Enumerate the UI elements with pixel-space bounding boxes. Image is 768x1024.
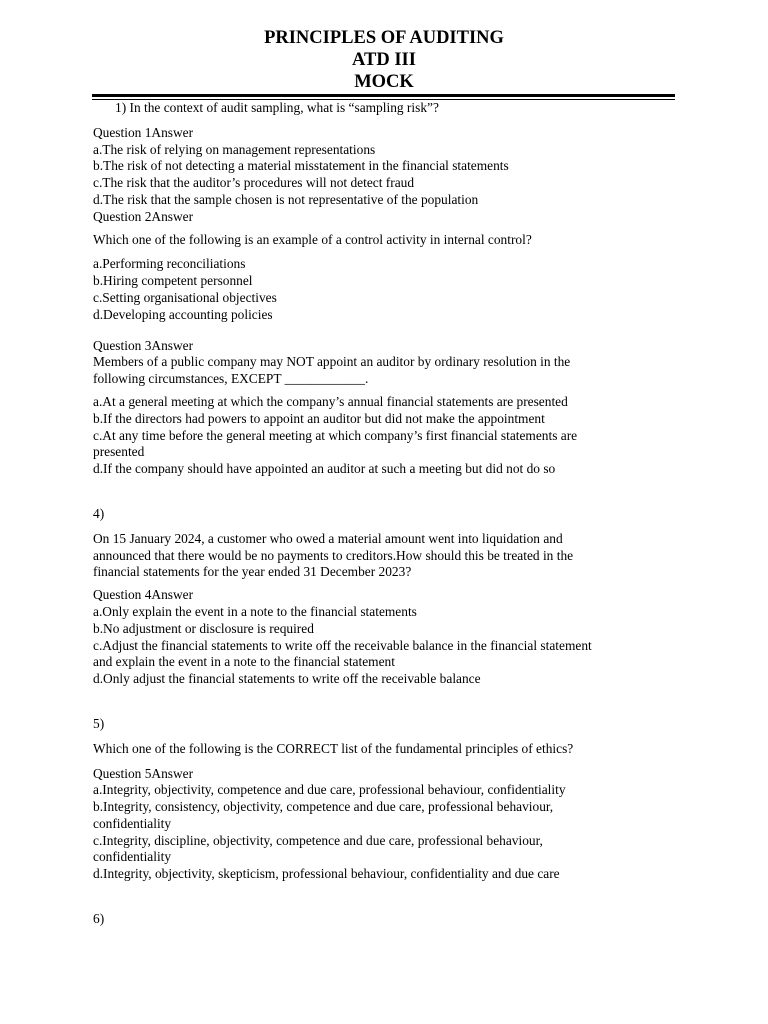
question-3-option-b: b.If the directors had powers to appoint an auditor but did not make the appointment [93, 410, 545, 426]
question-1-option-c: c.The risk that the auditor’s procedures will not detect fraud [93, 175, 415, 191]
question-4-option-b: b.No adjustment or disclosure is required [93, 620, 314, 636]
question-3-option-c-continued: presented [93, 444, 145, 460]
header-title: PRINCIPLES OF AUDITING [264, 28, 504, 48]
question-5-option-c: c.Integrity, discipline, objectivity, competence and due care, professional behaviour, [93, 832, 543, 848]
question-4-label: Question 4Answer [93, 587, 194, 603]
question-1-prompt: 1) In the context of audit sampling, what is “sampling risk”? [115, 100, 439, 115]
question-5-label: Question 5Answer [93, 765, 194, 781]
header-rule-thick [92, 94, 675, 97]
question-4-prompt-line-1: On 15 January 2024, a customer who owed a material amount went into liquidation and [93, 530, 563, 546]
question-2-option-a: a.Performing reconciliations [93, 256, 246, 272]
question-4-prompt-line-2: announced that there would be no payments to creditors.How should this be treated in the [93, 547, 574, 563]
document-header [0, 0, 768, 93]
question-1-label: Question 1Answer [93, 124, 194, 140]
header-mock: MOCK [354, 72, 414, 92]
question-5-option-b: b.Integrity, consistency, objectivity, competence and due care, professional behaviour, [93, 799, 554, 815]
question-3-prompt-line-1: Members of a public company may NOT appoint an auditor by ordinary resolution in the [93, 354, 571, 370]
question-1-option-d: d.The risk that the sample chosen is not representative of the population [93, 191, 479, 207]
question-4-option-d: d.Only adjust the financial statements to write off the receivable balance [93, 671, 481, 687]
question-2-option-b: b.Hiring competent personnel [93, 273, 253, 289]
question-1-option-b: b.The risk of not detecting a material misstatement in the financial statements [93, 158, 509, 174]
question-3-label: Question 3Answer [93, 337, 194, 353]
question-5-option-d: d.Integrity, objectivity, skepticism, professional behaviour, confidentiality and due care [93, 866, 560, 882]
question-5-number: 5) [93, 715, 105, 731]
question-6-number: 6) [93, 911, 105, 927]
document-body [93, 100, 678, 928]
question-4-prompt-line-3: financial statements for the year ended 31 December 2023? [93, 564, 412, 580]
question-3-option-a: a.At a general meeting at which the company’s annual financial statements are presented [93, 393, 568, 409]
question-5-prompt: Which one of the following is the CORRECT list of the fundamental principles of ethics? [93, 740, 574, 756]
header-subtitle: ATD III [352, 50, 416, 70]
question-4-option-a: a.Only explain the event in a note to the financial statements [93, 603, 417, 619]
question-3-prompt-line-2: following circumstances, EXCEPT ____________. [93, 371, 369, 387]
question-1-option-a: a.The risk of relying on management representations [93, 141, 376, 157]
question-4-option-c-continued: and explain the event in a note to the financial statement [93, 654, 395, 670]
question-5-option-a: a.Integrity, objectivity, competence and due care, professional behaviour, confidentiality [93, 782, 566, 798]
question-3-option-d: d.If the company should have appointed an auditor at such a meeting but did not do so [93, 461, 556, 477]
question-2-option-d: d.Developing accounting policies [93, 306, 273, 322]
question-4-number: 4) [93, 505, 105, 521]
question-3-option-c: c.At any time before the general meeting at which company’s first financial statements are [93, 427, 578, 443]
question-2-label: Question 2Answer [93, 208, 194, 224]
question-2-prompt: Which one of the following is an example of a control activity in internal control? [93, 231, 532, 247]
question-2-option-c: c.Setting organisational objectives [93, 289, 277, 305]
question-5-option-c-continued: confidentiality [93, 849, 172, 865]
question-4-option-c: c.Adjust the financial statements to write off the receivable balance in the financial statement [93, 637, 592, 653]
question-5-option-b-continued: confidentiality [93, 815, 172, 831]
